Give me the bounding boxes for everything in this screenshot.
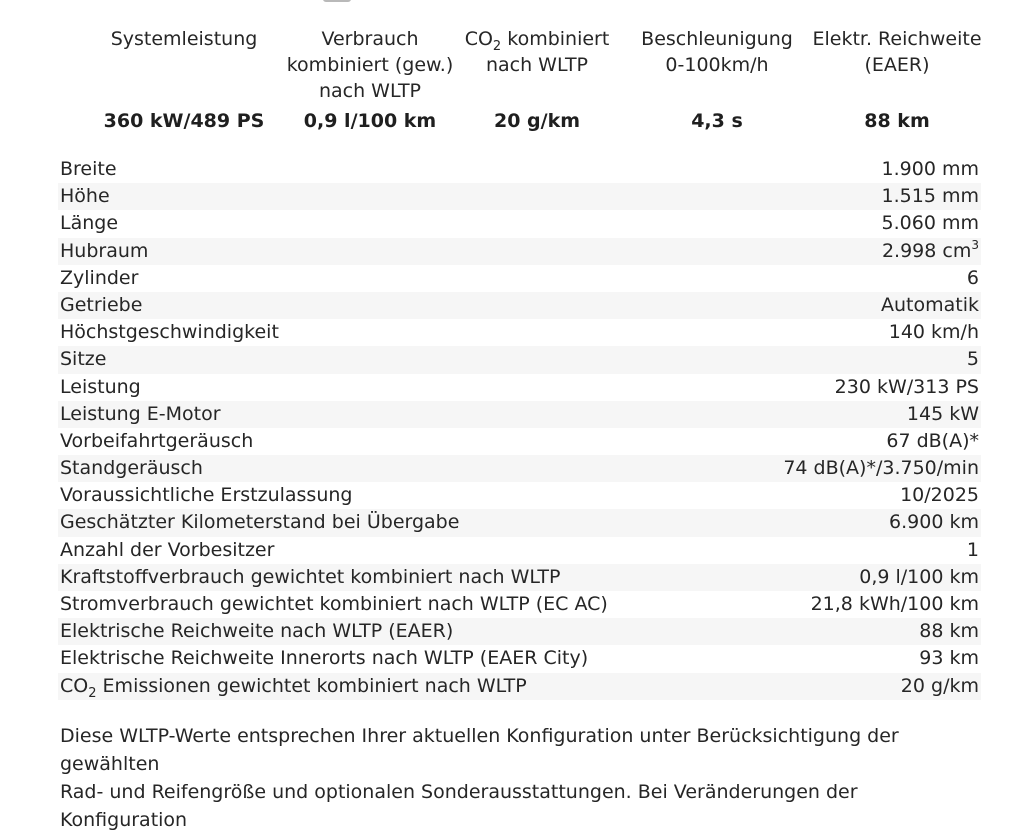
spec-label-text: Höhe: [60, 185, 110, 208]
spec-row: [58, 156, 981, 183]
spec-label-text: Elektrische Reichweite nach WLTP (EAER): [60, 620, 454, 643]
footnote-line: Rad- und Reifengröße und optionalen Sonderausstattungen. Bei Veränderungen der Konfiguration: [60, 781, 858, 831]
spec-value-text: 0,9 l/100 km: [859, 565, 979, 588]
spec-row: [58, 428, 981, 455]
spec-label: [60, 482, 352, 509]
kpi-acceleration: [630, 26, 804, 132]
spec-row: [58, 346, 981, 373]
spec-row: [58, 618, 981, 645]
spec-label-text: Länge: [60, 212, 119, 235]
co2-line2: nach WLTP: [485, 54, 589, 76]
spec-value: [889, 509, 979, 536]
spec-label: [60, 265, 138, 292]
spec-label-prefix: CO: [60, 674, 89, 697]
spec-value-text: 20 g/km: [900, 674, 979, 697]
spec-row: [58, 210, 981, 237]
spec-label: [60, 183, 110, 210]
spec-label-text: Elektrische Reichweite Innerorts nach WLTP (EAER City): [60, 647, 589, 670]
spec-value-text: 230 kW/313 PS: [834, 375, 979, 398]
spec-value: [919, 618, 979, 645]
spec-label: [60, 591, 608, 618]
spec-label: [60, 210, 118, 237]
spec-label-text: Breite: [60, 158, 117, 180]
spec-row: [58, 482, 981, 509]
spec-value-text: 67 dB(A)*: [886, 429, 979, 452]
spec-value-text: Automatik: [881, 293, 979, 316]
spec-label: [60, 346, 106, 373]
top-edge-fragment: [323, 0, 351, 2]
spec-value-text: 93 km: [919, 647, 979, 670]
spec-row: [58, 265, 981, 292]
spec-value: [886, 428, 979, 455]
spec-label-text: Stromverbrauch gewichtet kombiniert nach WLTP (EC AC): [60, 593, 608, 615]
spec-label-text: Hubraum: [60, 239, 149, 262]
spec-label: [60, 374, 141, 401]
kpi-label: Verbrauch kombiniert (gew.) nach WLTP: [286, 28, 454, 102]
spec-value: [882, 210, 979, 237]
kpi-value: 88 km: [864, 110, 930, 132]
spec-table: [58, 156, 981, 700]
spec-label-text: Voraussichtliche Erstzulassung: [60, 484, 353, 507]
spec-label: [60, 401, 221, 428]
spec-value: [900, 482, 979, 509]
spec-label: [60, 673, 527, 700]
spec-value-text: 1.515 mm: [881, 185, 979, 208]
spec-label: [60, 292, 142, 319]
spec-label-text: Emissionen gewichtet kombiniert nach WLTP: [96, 674, 527, 697]
spec-row: [58, 591, 981, 618]
spec-value-superscript: 3: [971, 237, 979, 252]
spec-row: [58, 455, 981, 482]
spec-value: [967, 265, 979, 292]
spec-value: [882, 238, 979, 265]
spec-label-text: Anzahl der Vorbesitzer: [60, 538, 275, 561]
spec-row: [58, 537, 981, 564]
spec-label-text: Vorbeifahrtgeräusch: [60, 429, 254, 452]
spec-label-text: Leistung E-Motor: [60, 402, 221, 425]
spec-value-text: 1: [966, 538, 979, 561]
spec-row: [58, 292, 981, 319]
spec-label: [60, 537, 274, 564]
co2-prefix: CO: [464, 28, 493, 50]
kpi-label: Systemleistung: [110, 28, 258, 50]
spec-label-text: Höchstgeschwindigkeit: [60, 321, 279, 344]
kpi-electric-range: [807, 26, 987, 132]
spec-label-subscript: 2: [88, 685, 97, 701]
spec-value-text: 5.060 mm: [881, 212, 979, 235]
kpi-header: [95, 26, 990, 136]
spec-label: [60, 238, 148, 265]
spec-label: [60, 509, 459, 536]
kpi-label: Beschleunigung 0-100km/h: [641, 28, 793, 76]
spec-value: [919, 645, 979, 672]
kpi-value: 4,3 s: [691, 110, 743, 132]
spec-value-text: 74 dB(A)*/3.750/min: [783, 457, 979, 480]
spec-label: [60, 428, 253, 455]
spec-label-text: Sitze: [60, 348, 107, 371]
spec-value: [907, 401, 979, 428]
spec-value: [783, 455, 979, 482]
spec-row: [58, 183, 981, 210]
kpi-system-power: [95, 26, 273, 132]
spec-label-text: Geschätzter Kilometerstand bei Übergabe: [60, 511, 460, 534]
spec-label-text: Getriebe: [60, 293, 143, 316]
spec-value-text: 6: [966, 266, 979, 289]
spec-value: [967, 537, 979, 564]
kpi-consumption: [275, 26, 465, 132]
kpi-value: 360 kW/489 PS: [103, 110, 265, 132]
spec-label: [60, 156, 117, 183]
spec-label: [60, 618, 453, 645]
spec-row: [58, 238, 981, 265]
spec-value: [881, 292, 979, 319]
kpi-label: Elektr. Reichweite (EAER): [812, 28, 982, 76]
co2-subscript: 2: [492, 39, 502, 54]
spec-row: [58, 673, 981, 700]
spec-row: [58, 645, 981, 672]
kpi-label-co2: [455, 26, 619, 78]
spec-value-text: 10/2025: [900, 484, 979, 507]
spec-value-text: 2.998 cm: [881, 239, 972, 262]
spec-label-text: Standgeräusch: [60, 457, 203, 480]
spec-value-text: 145 kW: [906, 402, 979, 425]
spec-label: [60, 645, 588, 672]
spec-value: [882, 156, 979, 183]
spec-value-text: 21,8 kWh/100 km: [810, 593, 979, 615]
spec-value: [967, 346, 979, 373]
footnote-line: Diese WLTP-Werte entsprechen Ihrer aktuellen Konfiguration unter Berücksichtigung der gewählten: [60, 725, 899, 775]
spec-label: [60, 564, 560, 591]
spec-label: [60, 455, 203, 482]
spec-label-text: Leistung: [60, 375, 141, 398]
spec-value: [889, 319, 979, 346]
wltp-footnote: [60, 722, 985, 834]
spec-label: [60, 319, 279, 346]
spec-row: [58, 401, 981, 428]
spec-value-text: 88 km: [919, 620, 979, 643]
spec-row: [58, 509, 981, 536]
spec-value: [835, 374, 979, 401]
spec-label-text: Zylinder: [60, 266, 139, 289]
spec-row: [58, 564, 981, 591]
spec-row: [58, 319, 981, 346]
spec-label-text: Kraftstoffverbrauch gewichtet kombiniert nach WLTP: [60, 565, 561, 588]
spec-value: [859, 564, 979, 591]
spec-value: [811, 591, 979, 618]
kpi-co2: [455, 26, 619, 132]
spec-value-text: 140 km/h: [888, 321, 979, 344]
kpi-value: 0,9 l/100 km: [303, 110, 437, 132]
spec-value: [882, 183, 979, 210]
spec-row: [58, 374, 981, 401]
co2-suffix: kombiniert: [501, 28, 610, 50]
spec-value-text: 6.900 km: [889, 511, 979, 534]
spec-value: [901, 673, 979, 700]
kpi-value: 20 g/km: [493, 110, 581, 132]
spec-value-text: 1.900 mm: [881, 158, 979, 180]
spec-value-text: 5: [966, 348, 979, 371]
